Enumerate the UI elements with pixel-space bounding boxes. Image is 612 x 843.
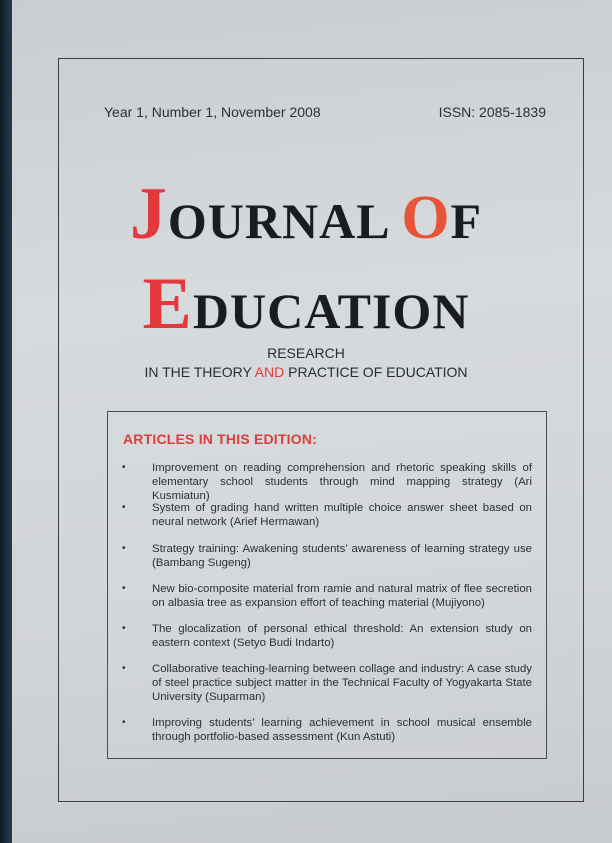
bullet-icon: • <box>122 663 126 674</box>
journal-title-line-2 <box>0 262 612 347</box>
bullet-icon: • <box>122 462 126 473</box>
title-word-f: F <box>450 193 483 249</box>
subtitle-line-1: RESEARCH <box>267 345 345 361</box>
article-text: The glocalization of personal ethical threshold: An extension study on eastern context (Setyo Budi Indarto) <box>152 623 532 649</box>
bullet-icon: • <box>122 502 126 513</box>
articles-heading: ARTICLES IN THIS EDITION: <box>123 431 317 447</box>
article-text: Collaborative teaching-learning between collage and industry: A case study of steel practice subject matter in the Technical Faculty of Yogyakarta State University (Suparman) <box>152 663 532 703</box>
journal-title-line-1 <box>0 172 612 257</box>
article-text: System of grading hand written multiple choice answer sheet based on neural network (Arief Hermawan) <box>152 502 532 528</box>
journal-subtitle <box>0 344 612 382</box>
article-text: Improvement on reading comprehension and rhetoric speaking skills of elementary school students through mind mapping strategy (Ari Kusmiatun) <box>152 462 532 502</box>
bullet-icon: • <box>122 583 126 594</box>
title-word-ournal: OURNAL <box>167 193 402 249</box>
issue-info: Year 1, Number 1, November 2008 <box>104 104 321 120</box>
subtitle-pre: IN THE THEORY <box>144 364 255 380</box>
subtitle-line-2 <box>0 363 612 382</box>
issn-number: ISSN: 2085-1839 <box>438 104 546 120</box>
title-initial-e: E <box>142 263 193 345</box>
bullet-icon: • <box>122 543 126 554</box>
article-text: New bio-composite material from ramie and natural matrix of flee secretion on albasia tree as expansion effort of teaching material (Mujiyono) <box>152 583 532 609</box>
article-text: Improving students’ learning achievement in school musical ensemble through portfolio-based assessment (Kun Astuti) <box>152 717 532 743</box>
title-word-ducation: DUCATION <box>192 283 470 339</box>
title-initial-j: J <box>129 173 168 255</box>
bullet-icon: • <box>122 717 126 728</box>
title-initial-o: O <box>401 184 451 252</box>
subtitle-post: PRACTICE OF EDUCATION <box>284 364 468 380</box>
subtitle-and: AND <box>254 364 285 380</box>
article-text: Strategy training: Awakening students’ awareness of learning strategy use (Bambang Sugeng) <box>152 543 532 569</box>
bullet-icon: • <box>122 623 126 634</box>
